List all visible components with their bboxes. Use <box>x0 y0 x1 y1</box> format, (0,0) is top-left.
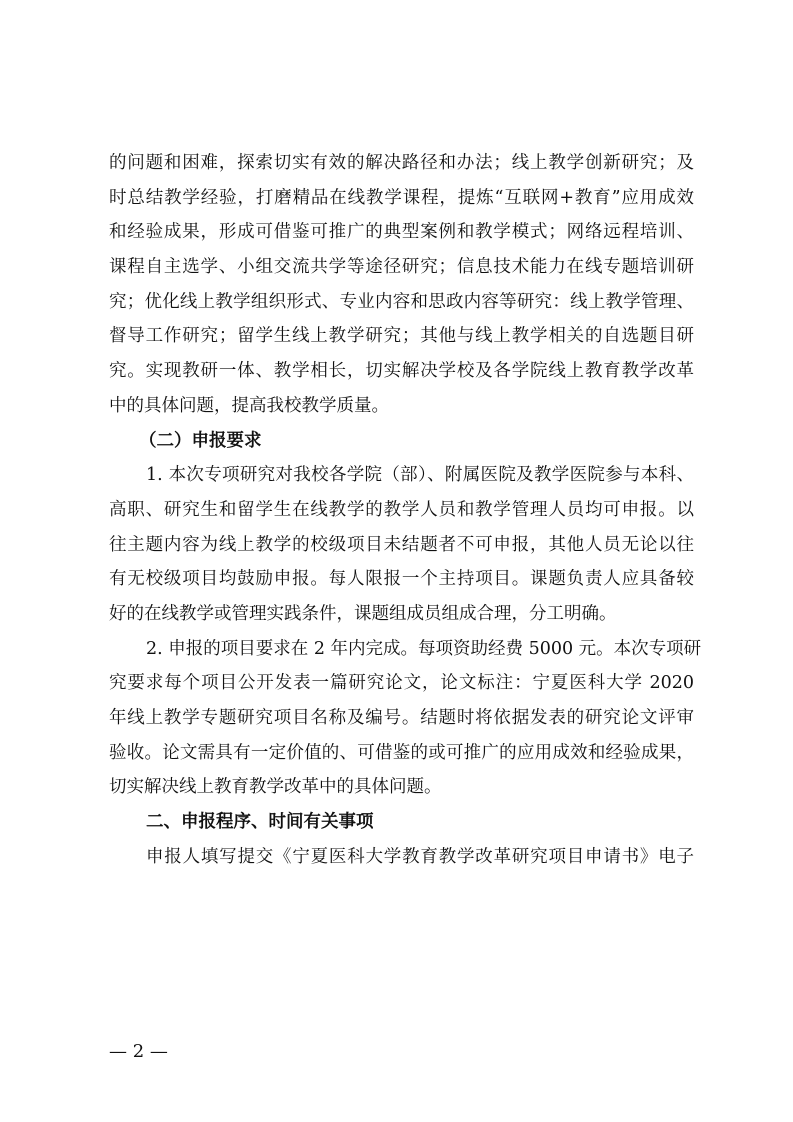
text-line: 究。实现教研一体、教学相长，切实解决学校及各学院线上教育教学改革 <box>109 361 694 382</box>
document-body <box>109 146 702 874</box>
text-line: 时总结教学经验，打磨精品在线教学课程，提炼“互联网+教育”应用成效 <box>109 187 694 208</box>
text-line: 的问题和困难，探索切实有效的解决路径和办法；线上教学创新研究；及 <box>109 153 694 173</box>
section-heading-procedure: 二、申报程序、时间有关事项 <box>146 812 374 833</box>
paragraph-application-submission <box>109 840 694 875</box>
text-line: 2. 申报的项目要求在 2 年内完成。每项资助经费 5000 元。本次专项研 <box>146 638 702 659</box>
text-line: 验收。论文需具有一定价值的、可借鉴的或可推广的应用成效和经验成果， <box>109 742 694 763</box>
text-line: 究要求每个项目公开发表一篇研究论文，论文标注：宁夏医科大学 2020 <box>109 673 694 694</box>
text-line: 督导工作研究；留学生线上教学研究；其他与线上教学相关的自选题目研 <box>109 326 694 347</box>
text-line: 高职、研究生和留学生在线教学的教学人员和教学管理人员均可申报。以 <box>109 499 694 520</box>
text-line: 课程自主选学、小组交流共学等途径研究；信息技术能力在线专题培训研 <box>109 257 694 278</box>
text-line: 申报人填写提交《宁夏医科大学教育教学改革研究项目申请书》电子 <box>146 846 694 867</box>
paragraph-requirement-2 <box>109 632 702 805</box>
paragraph-research-topics <box>109 146 694 424</box>
text-line: 切实解决线上教育教学改革中的具体问题。 <box>109 777 442 798</box>
text-line: 好的在线教学或管理实践条件，课题组成员组成合理，分工明确。 <box>109 603 617 624</box>
text-line: 有无校级项目均鼓励申报。每人限报一个主持项目。课题负责人应具备较 <box>109 569 694 590</box>
section-heading-requirements: （二）申报要求 <box>139 430 262 451</box>
text-line: 中的具体问题，提高我校教学质量。 <box>109 395 389 416</box>
text-line: 年线上教学专题研究项目名称及编号。结题时将依据发表的研究论文评审 <box>109 708 694 728</box>
text-line: 往主题内容为线上教学的校级项目未结题者不可申报，其他人员无论以往 <box>109 534 694 555</box>
paragraph-requirement-1 <box>109 458 694 631</box>
text-line: 1. 本次专项研究对我校各学院（部）、附属医院及教学医院参与本科、 <box>146 465 694 486</box>
text-line: 究；优化线上教学组织形式、专业内容和思政内容等研究：线上教学管理、 <box>109 291 694 312</box>
page-number: — 2 — <box>109 1041 168 1062</box>
text-line: 和经验成果，形成可借鉴可推广的典型案例和教学模式；网络远程培训、 <box>109 222 694 243</box>
